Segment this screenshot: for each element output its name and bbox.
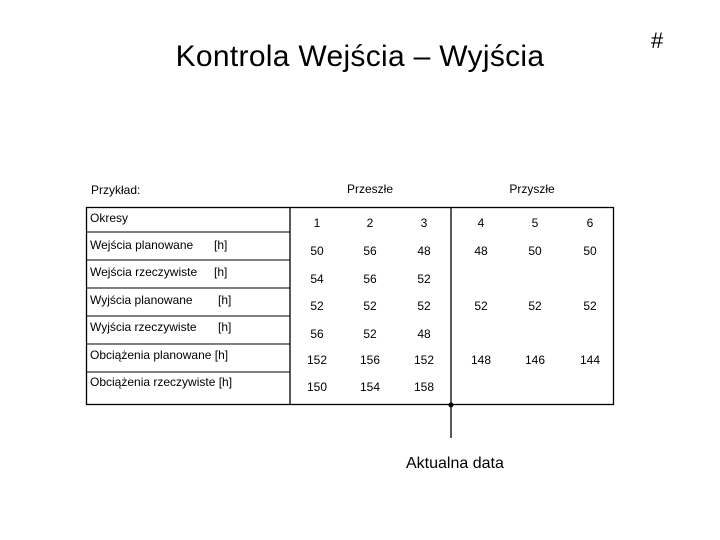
table-cell: 54 [310, 272, 324, 286]
table-cell: 52 [474, 299, 488, 313]
row-label: Wyjścia planowane [90, 293, 193, 307]
row-label: Wejścia rzeczywiste [90, 265, 198, 279]
period-number: 1 [313, 216, 321, 230]
table-cell: 152 [306, 353, 328, 367]
row-unit: [h] [218, 320, 232, 334]
slide-title: Kontrola Wejścia – Wyjścia [175, 40, 545, 73]
table-cell: 48 [417, 244, 431, 258]
table-cell: 156 [359, 353, 381, 367]
row-label: Obciążenia rzeczywiste [h] [90, 375, 233, 389]
table-cell: 52 [417, 299, 431, 313]
table-cell: 52 [310, 299, 324, 313]
table-cell: 56 [363, 272, 377, 286]
table-cell: 52 [417, 272, 431, 286]
table-cell: 50 [583, 244, 597, 258]
row-unit: [h] [214, 265, 228, 279]
table-cell: 158 [413, 380, 435, 394]
table-cell: 146 [524, 353, 546, 367]
table-cell: 154 [359, 380, 381, 394]
table-cell: 48 [474, 244, 488, 258]
periods-header-label: Okresy [90, 211, 129, 225]
table-cell: 150 [306, 380, 328, 394]
period-number: 5 [531, 216, 539, 230]
table-cell: 56 [363, 244, 377, 258]
example-label: Przykład: [91, 183, 141, 197]
period-number: 4 [477, 216, 485, 230]
table-cell: 52 [528, 299, 542, 313]
row-unit: [h] [218, 293, 232, 307]
table-cell: 148 [470, 353, 492, 367]
past-periods-label: Przeszłe [346, 182, 393, 196]
period-number: 2 [366, 216, 374, 230]
row-unit: [h] [214, 238, 228, 252]
page-mark: # [651, 28, 664, 53]
row-label: Wejścia planowane [90, 238, 194, 252]
table-cell: 50 [310, 244, 324, 258]
table-cell: 52 [363, 327, 377, 341]
row-label: Wyjścia rzeczywiste [90, 320, 197, 334]
table-cell: 152 [413, 353, 435, 367]
period-number: 3 [420, 216, 428, 230]
table-cell: 52 [363, 299, 377, 313]
current-date-label: Aktualna data [406, 455, 504, 472]
table-cell: 56 [310, 327, 324, 341]
table-cell: 48 [417, 327, 431, 341]
period-number: 6 [586, 216, 594, 230]
table-cell: 50 [528, 244, 542, 258]
current-date-dot [449, 403, 454, 408]
row-label: Obciążenia planowane [h] [90, 348, 229, 362]
future-periods-label: Przyszłe [509, 182, 555, 196]
table-cell: 144 [579, 353, 601, 367]
table-cell: 52 [583, 299, 597, 313]
